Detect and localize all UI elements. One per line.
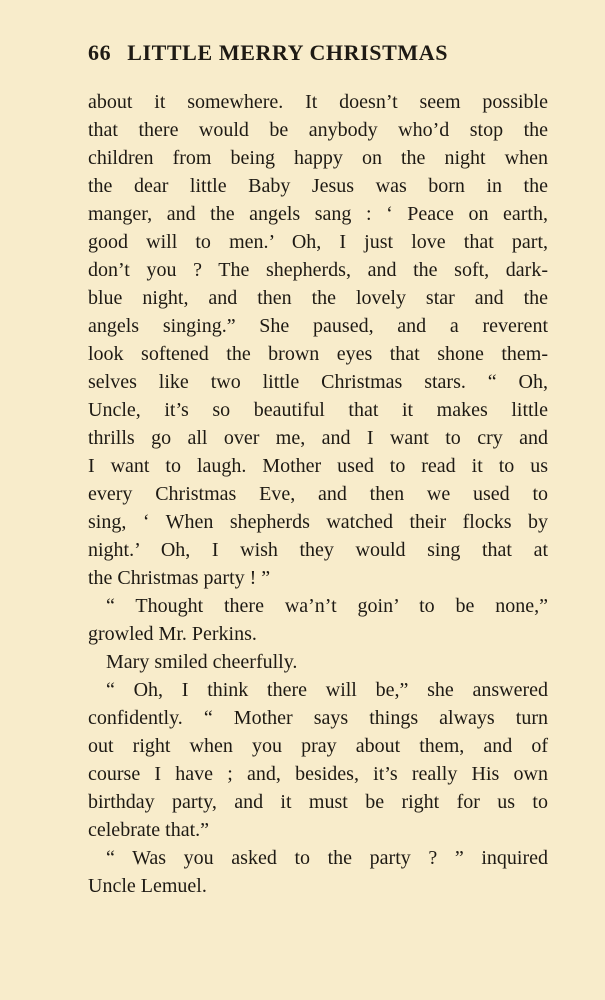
text-line: course I have ; and, besides, it’s really His own (88, 763, 548, 785)
text-line: good will to men.’ Oh, I just love that part, (88, 231, 548, 253)
text-line: blue night, and then the lovely star and the (88, 287, 548, 309)
text-line: out right when you pray about them, and of (88, 735, 548, 757)
running-head (88, 40, 548, 72)
text-line: sing, ‘ When shepherds watched their flocks by (88, 511, 548, 533)
text-line: Uncle, it’s so beautiful that it makes little (88, 399, 548, 421)
text-line: Mary smiled cheerfully. (106, 651, 298, 673)
text-line: manger, and the angels sang : ‘ Peace on earth, (88, 203, 548, 225)
text-line: growled Mr. Perkins. (88, 623, 257, 645)
text-line: “ Oh, I think there will be,” she answered (106, 679, 548, 701)
text-line: angels singing.” She paused, and a reverent (88, 315, 548, 337)
body-text (88, 88, 548, 900)
text-line: thrills go all over me, and I want to cry and (88, 427, 548, 449)
text-line: look softened the brown eyes that shone them- (88, 343, 548, 365)
running-title: LITTLE MERRY CHRISTMAS (127, 40, 449, 65)
text-line: celebrate that.” (88, 819, 210, 841)
text-line: Uncle Lemuel. (88, 875, 207, 897)
text-line: night.’ Oh, I wish they would sing that at (88, 539, 548, 561)
text-line: every Christmas Eve, and then we used to (88, 483, 548, 505)
text-line: about it somewhere. It doesn’t seem possible (88, 91, 548, 113)
text-line: “ Was you asked to the party ? ” inquired (106, 847, 548, 869)
text-line: the dear little Baby Jesus was born in the (88, 175, 548, 197)
text-line: “ Thought there wa’n’t goin’ to be none,” (106, 595, 548, 617)
text-line: that there would be anybody who’d stop the (88, 119, 548, 141)
text-line: selves like two little Christmas stars. “ Oh, (88, 371, 548, 393)
text-line: don’t you ? The shepherds, and the soft, dark- (88, 259, 548, 281)
text-line: birthday party, and it must be right for us to (88, 791, 548, 813)
text-line: the Christmas party ! ” (88, 567, 271, 589)
text-line: I want to laugh. Mother used to read it to us (88, 455, 548, 477)
page-number: 66 (88, 40, 112, 65)
text-line: confidently. “ Mother says things always turn (88, 707, 548, 729)
text-line: children from being happy on the night when (88, 147, 548, 169)
